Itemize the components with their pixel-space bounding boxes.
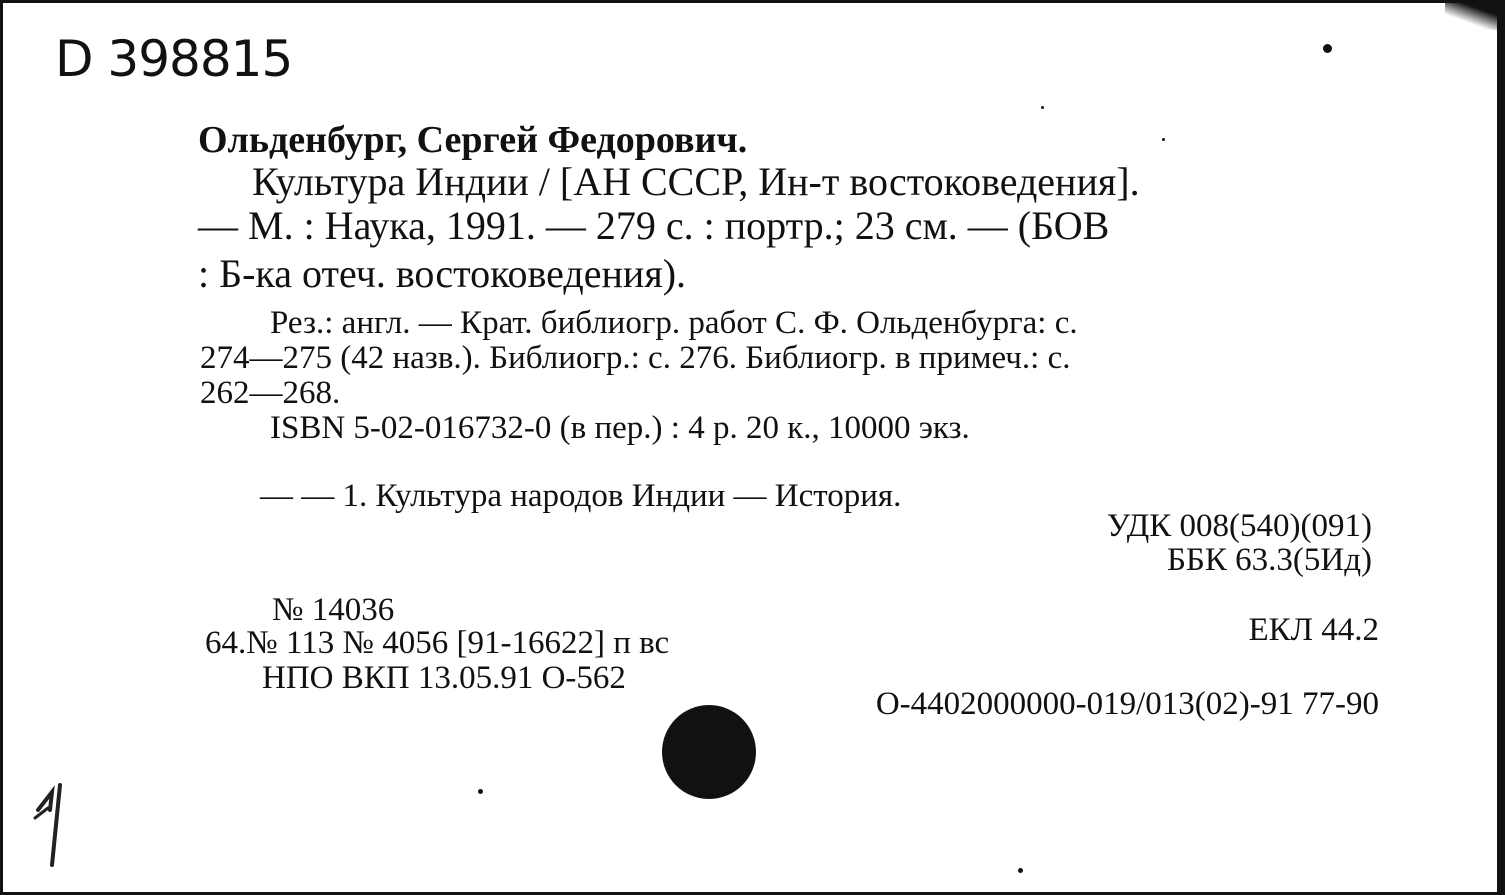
ink-speck — [1041, 106, 1044, 109]
card-border-left — [0, 0, 3, 895]
call-number: D 398815 — [55, 30, 293, 88]
ink-speck — [1162, 138, 1165, 141]
subject-line: — — 1. Культура народов Индии — История. — [260, 478, 902, 514]
ink-speck — [1018, 868, 1023, 873]
ink-speck — [478, 789, 483, 794]
isbn-line: ISBN 5-02-016732-0 (в пер.) : 4 р. 20 к., 10000 экз. — [270, 410, 970, 446]
udk-code: УДК 008(540)(091) — [1106, 508, 1372, 544]
number-line: № 14036 — [272, 592, 395, 628]
bbk-code: ББК 63.3(5Ид) — [1166, 542, 1372, 578]
ink-speck — [1323, 44, 1332, 53]
pencil-mark-icon — [30, 780, 90, 870]
punch-hole — [662, 705, 756, 799]
title-line-2: — М. : Наука, 1991. — 279 с. : портр.; 23 см. — (БОВ — [198, 203, 1110, 248]
card-border-right — [1497, 0, 1505, 895]
npo-line: НПО ВКП 13.05.91 О-562 — [262, 660, 626, 696]
notes-line-1: Рез.: англ. — Крат. библиогр. работ С. Ф. Ольденбурга: с. — [270, 305, 1078, 341]
card-border-top — [0, 0, 1505, 3]
author-heading: Ольденбург, Сергей Федорович. — [198, 119, 748, 161]
notes-line-3: 262—268. — [200, 375, 341, 411]
title-line-1-text: Культура Индии / [АН СССР, Ин-т востоковедения]. — [252, 159, 1140, 204]
production-code: О-4402000000-019/013(02)-91 77-90 — [875, 686, 1379, 722]
ekl-code: ЕКЛ 44.2 — [1248, 612, 1379, 648]
title-line-1 — [252, 158, 1370, 205]
title-line-3: : Б-ка отеч. востоковедения). — [198, 251, 687, 296]
notes-line-2: 274—275 (42 назв.). Библиогр.: с. 276. Библиогр. в примеч.: с. — [200, 340, 1071, 376]
order-line: 64.№ 113 № 4056 [91-16622] п вс — [205, 625, 670, 661]
card-corner-shadow — [1445, 0, 1505, 30]
